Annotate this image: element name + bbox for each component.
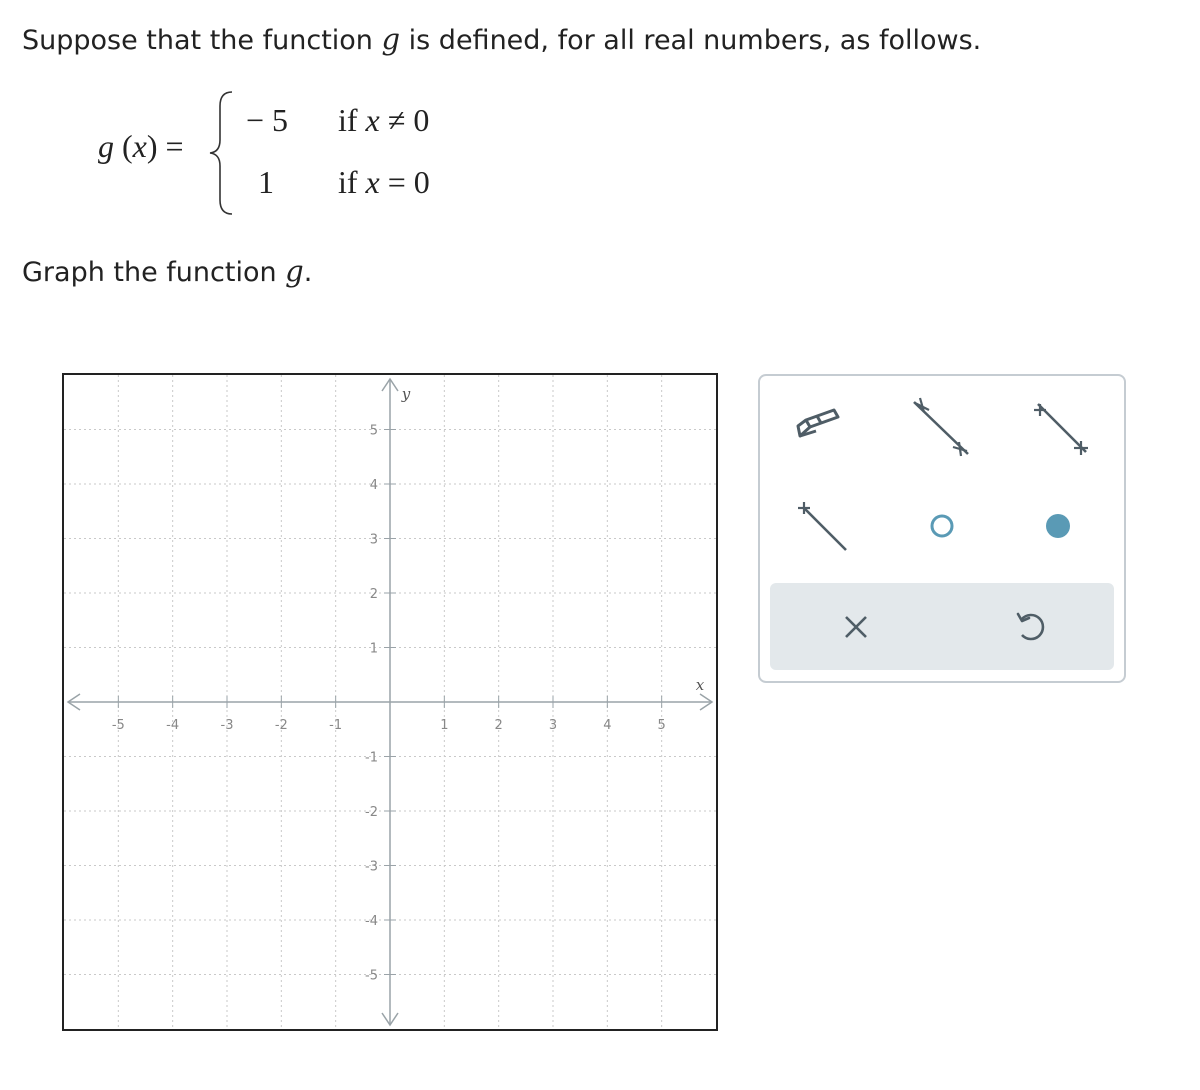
closed-circle-icon <box>1022 490 1094 562</box>
x-tick-label: -2 <box>274 718 288 733</box>
case-2-cond-var: x <box>365 164 380 200</box>
y-tick-label: -1 <box>365 750 378 766</box>
close-icon <box>826 597 886 657</box>
line-tool[interactable] <box>782 490 854 562</box>
x-tick-label: 5 <box>657 718 666 733</box>
x-tick-label: -1 <box>329 718 343 733</box>
x-tick-label: 1 <box>440 718 449 733</box>
piecewise-lhs <box>98 128 184 165</box>
x-tick-label: 2 <box>494 718 503 733</box>
y-tick-label: 2 <box>369 587 378 602</box>
case-2-cond-rest: = 0 <box>379 164 430 200</box>
y-tick-label: -5 <box>365 968 378 984</box>
eraser-icon <box>782 386 854 458</box>
graph-canvas[interactable] <box>62 373 718 1031</box>
case-1-cond-rest: ≠ 0 <box>379 102 430 138</box>
case-1-cond-var: x <box>365 102 380 138</box>
ray-icon <box>1026 390 1098 462</box>
open-circle-icon <box>906 490 978 562</box>
segment-tool[interactable] <box>904 390 976 462</box>
case-2-condition <box>338 164 430 201</box>
instruction-text-after: . <box>303 257 313 288</box>
eraser-tool[interactable] <box>782 386 854 458</box>
undo-icon <box>1000 597 1060 657</box>
instruction-text-before: Graph the function <box>22 257 286 288</box>
y-tick-label: 3 <box>369 532 378 548</box>
left-brace <box>202 90 242 216</box>
case-2-value: 1 <box>258 164 274 200</box>
case-2-cond-prefix: if <box>338 164 366 200</box>
case-1-cond-prefix: if <box>338 102 366 138</box>
coordinate-plane[interactable] <box>64 375 716 1029</box>
lhs-close-equals: ) = <box>146 128 184 164</box>
lhs-function-name: g <box>98 128 114 164</box>
line-icon <box>782 490 854 562</box>
x-axis-label: x <box>695 676 705 694</box>
question-prompt <box>22 20 981 60</box>
x-tick-label: -4 <box>166 718 180 733</box>
ray-tool[interactable] <box>1026 390 1098 462</box>
case-1-value: − 5 <box>246 102 289 138</box>
instruction-function-name: g <box>285 254 304 288</box>
open-point-tool[interactable] <box>906 490 978 562</box>
y-tick-label: -3 <box>365 859 378 875</box>
case-1-condition <box>338 102 429 139</box>
graph-toolbox <box>758 374 1126 683</box>
y-tick-label: -4 <box>365 914 378 929</box>
piecewise-definition <box>98 88 498 218</box>
action-bar <box>770 583 1114 670</box>
y-axis-label: y <box>401 385 411 403</box>
x-tick-label: 3 <box>548 718 558 733</box>
x-tick-label: 4 <box>603 718 612 733</box>
undo-button[interactable] <box>1000 597 1060 657</box>
lhs-open-paren: ( <box>114 128 133 164</box>
x-tick-label: -3 <box>220 718 234 733</box>
y-tick-label: 4 <box>369 478 378 493</box>
x-tick-label: -5 <box>111 718 125 733</box>
y-tick-label: -2 <box>365 805 378 820</box>
prompt-text-after: is defined, for all real numbers, as follows. <box>400 25 982 56</box>
line-segment-icon <box>904 390 976 462</box>
lhs-variable: x <box>132 128 147 164</box>
function-name: g <box>381 22 401 56</box>
y-tick-label: 5 <box>369 423 378 439</box>
y-tick-label: 1 <box>369 641 378 657</box>
graph-instruction <box>22 252 312 292</box>
closed-point-tool[interactable] <box>1022 490 1094 562</box>
prompt-text-before: Suppose that the function <box>22 25 382 56</box>
clear-button[interactable] <box>826 597 886 657</box>
